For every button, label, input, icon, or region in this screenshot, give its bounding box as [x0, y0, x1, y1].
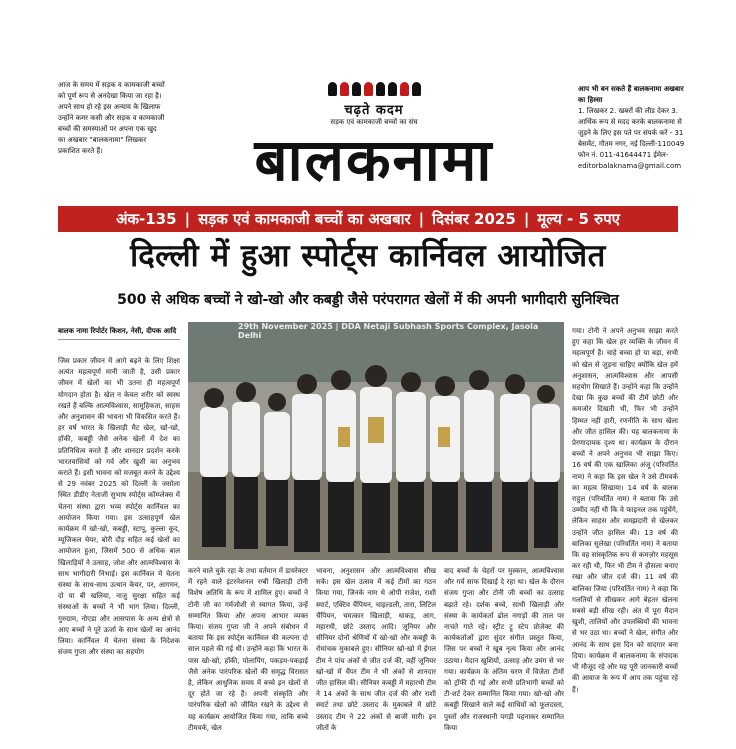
issue-date: दिसंबर 2025	[432, 210, 516, 228]
issue-bar	[58, 206, 678, 232]
issue-bar-separator: |	[523, 210, 530, 228]
logo	[180, 78, 568, 206]
photo-banner-text: 29th November 2025 | DDA Netaji Subhash Sports Complex, Jasola Delhi	[238, 322, 539, 340]
article-column-2: करने वाले चुके रहा के तथा वर्तमान में डायरेक्टर में रहने वाले इंटरनेशनल रग्बी खिलाड़ी टोनी विशेष अतिथि के रूप में शामिल हुए। बच्चों ने टोनी जी का गर्मजोशी से स्वागत किया, उन्हें सम्मानित किया और अपना आभार व्यक्त किया। संजय गुप्ता जी ने अपने संबोधन में बताया कि इस स्पोर्ट्स कार्निवल की कल्पना दो साल पहले की गई थी। उन्होंने कहा कि भारत के पास खो-खो, हॉकी, पोलापिंग, पकड़म-पकड़ाई जैसे अनेक पारंपरिक खेलों की समृद्ध विरासत है, लेकिन आधुनिक समय में बच्चे इन खेलों से दूर होते जा रहे हैं। अपनी संस्कृति और पारंपरिक खेलों को जीवित रखने के उद्देश्य से यह कार्यक्रम आयोजित किया गया, ताकि बच्चे टीमवर्क, खेल	[188, 567, 308, 732]
byline: बालक नामा रिपोर्टर किशन, नेसी, दीपक आदि	[58, 326, 180, 340]
children-silhouette-icon	[314, 82, 434, 100]
issue-price: मूल्य - 5 रुपए	[537, 210, 620, 228]
issue-number: अंक-135	[116, 210, 177, 228]
masthead	[58, 78, 685, 206]
right-note-body: 1. लिखकर 2. खबरों की लीड देकर 3. आर्थिक रूप से मदद करके बालकनामा से जुड़ने के लिए इस पते पर संपर्क करें - 31 बेसमेंट, गौतम नगर, नई दिल्ली-110049 फोन नं. 011-41644471 ईमेल- editorbalaknama@gmail.com	[578, 107, 685, 170]
issue-tagline: सड़क एवं कामकाजी बच्चों का अखबार	[198, 210, 411, 228]
newspaper-title: बालकनामा	[254, 126, 494, 194]
logo-subtitle: चढ़ते कदम	[344, 103, 404, 118]
logo-tagline: सड़क एवं कामकाजी बच्चों का संघ	[330, 118, 418, 126]
article-column-1: जिस प्रकार जीवन में आगे बढ़ने के लिए शिक्षा अत्यंत महत्वपूर्ण मानी जाती है, उसी प्रकार जीवन में खेलों का भी उतना ही महत्वपूर्ण योगदान होता है। खेल न केवल शरीर को स्वस्थ रखते हैं बल्कि आत्मविश्वास, सामूहिकता, साहस और अनुशासन की भावना भी विकसित करते हैं। हर वर्ष भारत के खिलाड़ी मैट खेल, खो-खो, हॉकी, कबड्डी जैसे अनेक खेलों में देश का प्रतिनिधित्व करते हैं और शानदार प्रदर्शन करके भारतवासियों को गर्व और खुशी का अनुभव कराते हैं। इसी भावना को मजबूत करने के उद्देश्य से 29 नवंबर 2025 को दिल्ली के जसोला स्थित डीडीए नेताजी सुभाष स्पोर्ट्स कॉम्प्लेक्स में चेतना संस्था द्वारा भव्य स्पोर्ट्स कार्निवल का आयोजन किया गया। इस उत्साहपूर्ण खेल कार्यक्रम में खो-खो, कबड्डी, स्टापू, कुल्ला कूद, म्यूजिकल चेयर, बोरी दौड़ सहित कई खेलों का आयोजन हुआ, जिसमें 500 से अधिक बाल खिलाड़ियों ने उत्साह, जोश और आत्मविश्वास के साथ भागीदारी निभाई। इस कार्निवल में चेतना संस्था के साथ-साथ उत्थान केयर, पर, आगमन, दो या बी खलिया, नाजु सुरक्षा सहित कई संस्थाओं के बच्चों ने भी भाग लिया। दिल्ली, गुरुग्राम, नोएडा और आसपास के अन्य क्षेत्रों से आए बच्चों ने पूरे ऊर्जा के साथ खेलों का आनंद लिया। कार्निवल में चेतना संस्था के निदेशक संजय गुप्ता और संस्था का सहयोग	[58, 357, 180, 657]
article-column-3: भावना, अनुशासन और आत्मविश्वास सीख सकें। इस खेल उत्सव में कई टीमों का गठन किया गया, जिनके नाम थे ओपी राजेश, राशी स्मार्ट, एक्टिव चैंपियन, चाइल्डली, तारा, लिटिल चैंपियन, चमत्कार खिलाड़ी, धाकड़, आग, महारथी, छोटे उस्ताद आदि। जूनियर और सीनियर दोनों श्रेणियों में खो-खो और कबड्डी के रोमांचक मुकाबले हुए। सीनियर खो-खो में ईगल टीम ने पांच अंकों से जीत दर्ज की, वहीं जूनियर खो-खो में चैंपर टीम ने भी अंकों से शानदार जीत हासिल की। सीनियर कबड्डी में महारथी टीम ने 14 अंकों के साथ जीत दर्ज की और राशी स्मार्ट तथा छोटे उस्ताद के मुकाबले में छोटे उस्ताद टीम ने 22 अंकों से बाजी मारी। इन जीतों के	[316, 567, 436, 732]
headline: दिल्ली में हुआ स्पोर्ट्स कार्निवल आयोजित	[130, 238, 606, 274]
issue-bar-separator: |	[184, 210, 191, 228]
right-note-title: आप भी बन सकते हैं बालकनामा अखबार का हिस्सा	[578, 85, 684, 104]
subheadline: 500 से अधिक बच्चों ने खो-खो और कबड्डी जैसे परंपरागत खेलों में की अपनी भागीदारी सुनिश्चित	[117, 292, 619, 308]
article-column-5: गया। टोनी ने अपने अनुभव साझा करते हुए कहा कि खेल हर व्यक्ति के जीवन में महत्वपूर्ण हैं। चाहे बच्चा हो या बड़ा, सभी को खेल से जुड़ना चाहिए क्योंकि खेल हमें अनुशासन, आत्मविश्वास और आपसी सहयोग सिखाते हैं। उन्होंने कहा कि उन्होंने देखा कि कुछ बच्चों की टीमें छोटी और कमजोर दिखती थीं, फिर भी उन्होंने हिम्मत नहीं हारी, रणनीति के साथ खेला और जीत हासिल की। यह बालकनामा के प्रेरणादायक दृश्य था। कार्यक्रम के दौरान बच्चों ने अपने अनुभव भी साझा किए। 16 वर्ष की एक खालिका अंजू (परिवर्तित नाम) ने कहा कि इस खेल ने उसे टीमवर्क का महत्व सिखाया। 14 वर्ष के बालक राहुल (परिवर्तित नाम) ने बताया कि उसे उम्मीद नहीं थी कि वे फाइनल तक पहुंचेंगे, लेकिन साहस और समझदारी से खेलकर उन्होंने जीत हासिल की। 13 वर्ष की बालिका सुलेखा (परिवर्तित नाम) ने बताया कि वह सांस्कृतिक रूप से कमज़ोर महसूस कर रही थी, फिर भी टीम ने हौसला बनाए रखा और जीत दर्ज की। 11 वर्ष की बालिका जिया (परिवर्तित नाम) ने कहा कि गलतियों से सीखकर आगे बेहतर खेलना सबसे बड़ी सीख रही। अंत में पूरा मैदान खुशी, तालियों और उपलब्धियों की भावना से भर उठा था। बच्चों ने खेल, संगीत और आनंद के साथ इस दिन को यादगार बना दिया। कार्यक्रम में बालकनामा के संपादक भी मौजूद रहे और यह पूरी जानकारी बच्चों की आवाज के रूप में आप तक पहुंचा रहे हैं।	[572, 327, 678, 694]
group-photo	[188, 322, 564, 560]
children-group-image	[188, 322, 564, 560]
masthead-left-note: आज के समय में सड़क व कामकाजी बच्चों को पूर्ण रूप से अनदेखा किया जा रहा है। अपने साथ हो रहे इस अन्याय के खिलाफ उन्होंने कमर कसी और सड़क व कामकाजी बच्चों की समस्याओं पर अपना एक खुद का अखबार "बालकनामा" लिखकर प्रकाशित करते हैं।	[58, 81, 165, 155]
issue-bar-separator: |	[418, 210, 425, 228]
masthead-right-note	[578, 84, 688, 172]
article-column-4: बाद बच्चों के चेहरों पर मुस्कान, आत्मविश्वास और गर्व साफ दिखाई दे रहा था। खेल के दौरान संजय गुप्ता और टोनी जी बच्चों का उत्साह बढ़ाते रहे। दर्शक बच्चे, साथी खिलाड़ी और संस्था के कार्यकर्ता ढोल नगाड़ों की ताल पर नाचते गाते रहे। स्ट्रीट ट्रू स्टेप प्रोजेक्ट की कार्यकर्ताओं द्वारा सुंदर संगीत प्रस्तुत किया, जिस पर बच्चों ने खूब नृत्य किया और आनंद उठाया। मैदान खुशियों, उत्साह और उमंग से भर गया। कार्यक्रम के अंतिम चरण में विजेता टीमों को ट्रॉफी दी गई और सभी प्रतिभागी बच्चों को टी-शर्ट देकर सम्मानित किया गया। खो-खो और कबड्डी सिखाने वाले कई साथियों को फूलदस्ता, पुस्तों और राजस्थानी पगड़ी पहनाकर सम्मानित किया	[444, 567, 564, 732]
